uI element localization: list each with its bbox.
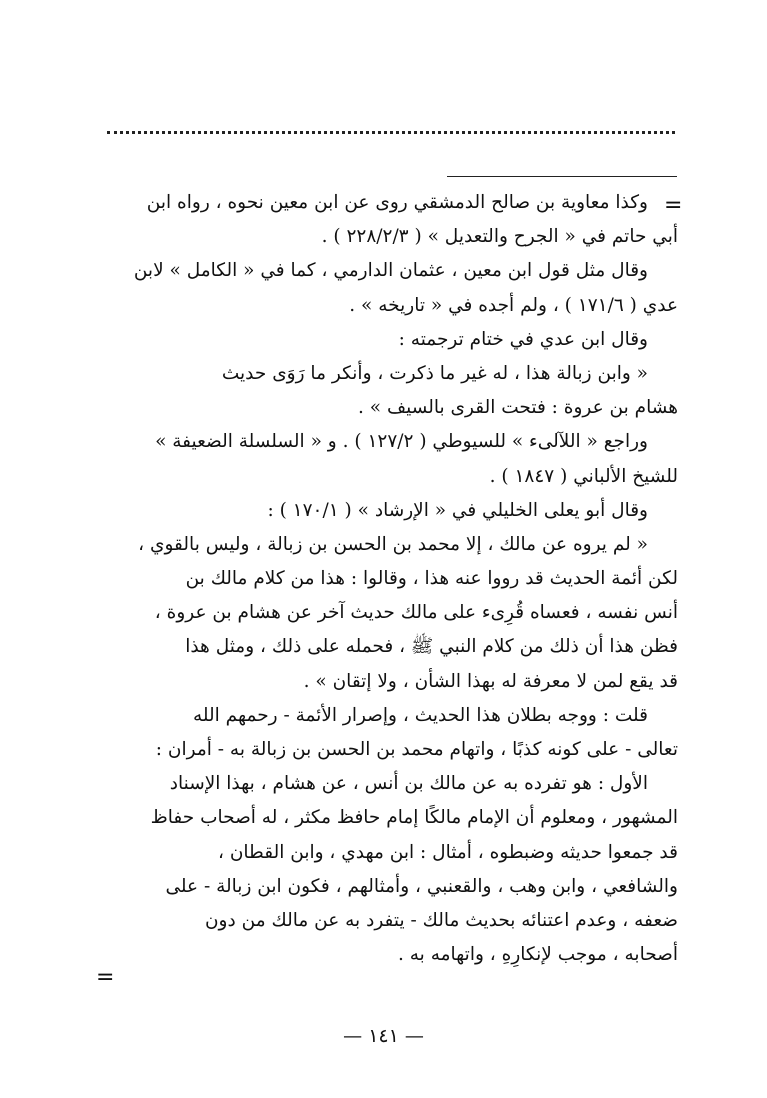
text-line: لكن أئمة الحديث قد رووا عنه هذا ، وقالوا : هذا من كلام مالك بن xyxy=(185,568,678,590)
text-line: تعالى - على كونه كذبًا ، واتهام محمد بن الحسن بن زبالة به - أمران : xyxy=(155,739,678,760)
text-line: أبي حاتم في « الجرح والتعديل » ( ٢٢٨/٢/٣ ) . xyxy=(321,226,678,248)
text-line: وراجع « اللآلىء » للسيوطي ( ١٢٧/٢ ) . و « السلسلة الضعيفة » xyxy=(155,431,648,453)
text-line: والشافعي ، وابن وهب ، والقعنبي ، وأمثالهم ، فكون ابن زبالة - على xyxy=(165,875,678,897)
text-line: أنس نفسه ، فعساه قُرِىء على مالك حديث آخر عن هشام بن عروة ، xyxy=(154,602,678,624)
text-line: قلت : ووجه بطلان هذا الحديث ، وإصرار الأئمة - رحمهم الله xyxy=(192,704,648,726)
page-number: — ١٤١ — xyxy=(343,1025,424,1047)
text-line: ضعفه ، وعدم اعتنائه بحديث مالك - يتفرد به عن مالك من دون xyxy=(204,909,678,931)
text-line: قد جمعوا حديثه وضبطوه ، أمثال : ابن مهدي ، وابن القطان ، xyxy=(217,841,678,863)
text-line: للشيخ الألباني ( ١٨٤٧ ) . xyxy=(489,465,678,487)
dotted-separator xyxy=(107,131,675,134)
text-line: وكذا معاوية بن صالح الدمشقي روى عن ابن معين نحوه ، رواه ابن xyxy=(146,192,648,213)
text-line: فظن هذا أن ذلك من كلام النبي ﷺ ، فحمله على ذلك ، ومثل هذا xyxy=(185,636,678,658)
text-line: الأول : هو تفرده به عن مالك بن أنس ، عن هشام ، بهذا الإسناد xyxy=(169,773,648,795)
text-line: عدي ( ١٧١/٦ ) ، ولم أجده في « تاريخه » . xyxy=(349,294,678,316)
text-line: وقال أبو يعلى الخليلي في « الإرشاد » ( ١٧٠/١ ) : xyxy=(267,499,648,521)
text-line: هشام بن عروة : فتحت القرى بالسيف » . xyxy=(358,397,678,419)
text-line: « وابن زبالة هذا ، له غير ما ذكرت ، وأنكر ما رَوَى حديث xyxy=(221,362,648,384)
continuation-mark-bottom: = xyxy=(96,965,115,990)
footnote-separator xyxy=(447,176,677,177)
continuation-mark-top: = xyxy=(664,193,683,218)
footnote-text xyxy=(100,186,678,972)
text-line: « لم يروه عن مالك ، إلا محمد بن الحسن بن زبالة ، وليس بالقوي ، xyxy=(138,533,648,555)
text-line: المشهور ، ومعلوم أن الإمام مالكًا إمام حافظ مكثر ، له أصحاب حفاظ xyxy=(150,807,678,829)
text-line: أصحابه ، موجب لإنكارِهِ ، واتهامه به . xyxy=(397,944,678,966)
text-line: وقال ابن عدي في ختام ترجمته : xyxy=(398,328,648,350)
text-line: قد يقع لمن لا معرفة له بهذا الشأن ، ولا إتقان » . xyxy=(303,670,678,692)
text-line: وقال مثل قول ابن معين ، عثمان الدارمي ، كما في « الكامل » لابن xyxy=(133,260,648,282)
